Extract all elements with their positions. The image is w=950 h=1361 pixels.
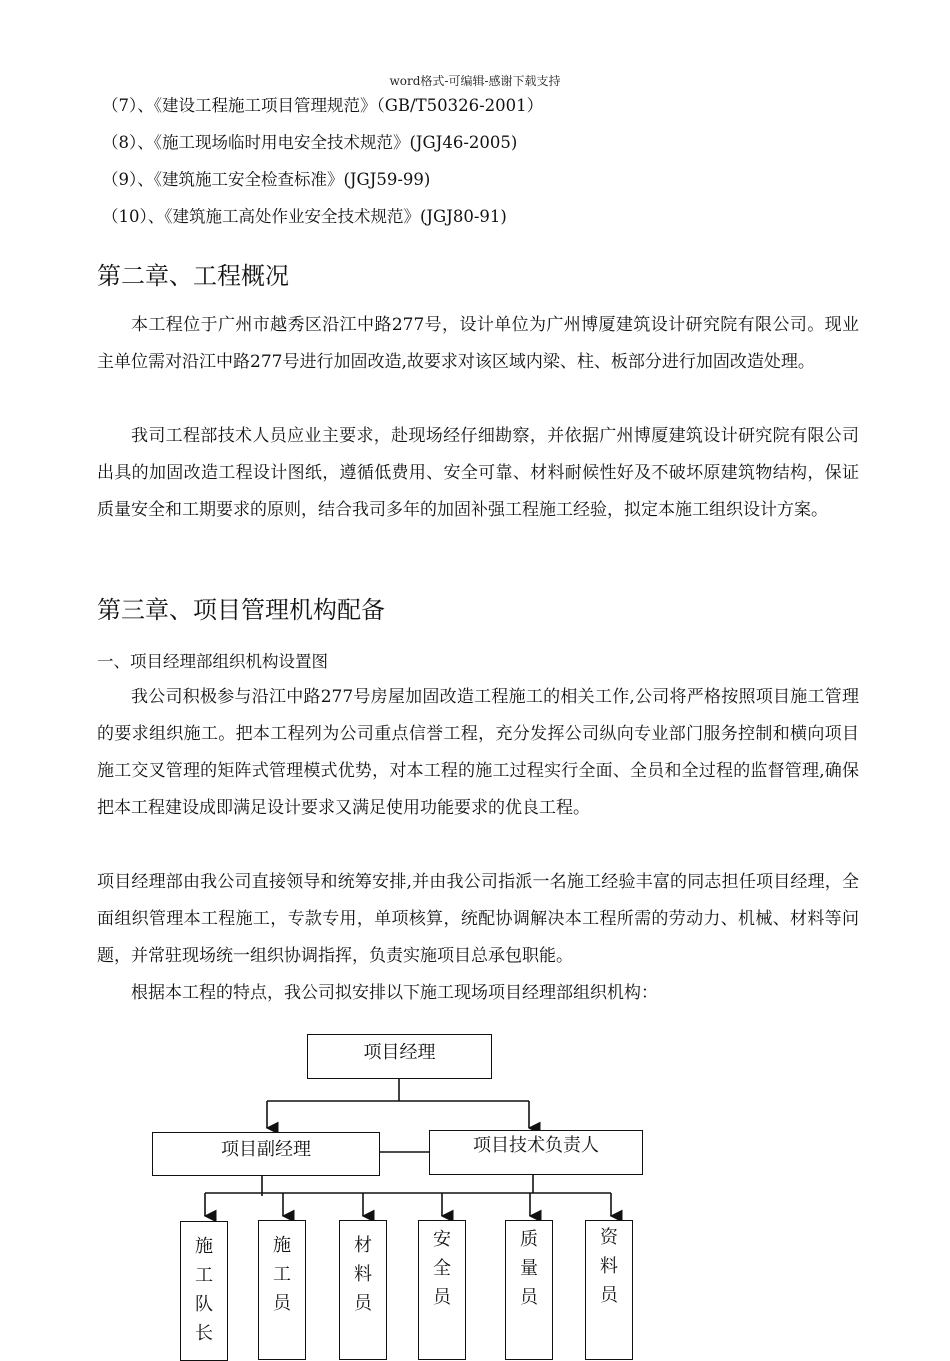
org-node-team-leader	[180, 1221, 228, 1361]
chapter-2-paragraph: 我司工程部技术人员应业主要求，赴现场经仔细勘察，并依据广州博厦建筑设计研究院有限公司出具的加固改造工程设计图纸，遵循低费用、安全可靠、材料耐候性好及不破坏原建筑物结构，保证质量安全和工期要求的原则，结合我司多年的加固补强工程施工经验，拟定本施工组织设计方案。	[97, 426, 859, 520]
org-node-quality-officer	[505, 1220, 553, 1360]
org-node-materials-officer	[339, 1220, 387, 1360]
org-node-char: 材	[354, 1235, 372, 1256]
org-node-char: 资	[600, 1227, 618, 1248]
org-node-char: 施	[195, 1236, 213, 1257]
org-node-char: 安	[433, 1229, 451, 1250]
org-node-char: 员	[433, 1287, 451, 1308]
chapter-3-title: 第三章、项目管理机构配备	[97, 596, 385, 624]
org-node-char: 员	[354, 1293, 372, 1314]
org-node-char: 料	[354, 1264, 372, 1285]
chapter-2-title: 第二章、工程概况	[97, 262, 289, 290]
reference-item: （9）、《建筑施工安全检查标准》(JGJ59-99)	[102, 170, 431, 189]
org-node-char: 员	[600, 1285, 618, 1306]
org-node-deputy-manager: 项目副经理	[152, 1132, 380, 1176]
org-node-char: 全	[433, 1258, 451, 1279]
org-node-char: 工	[273, 1264, 291, 1285]
org-node-documents-officer	[585, 1220, 633, 1360]
chapter-2-paragraph: 本工程位于广州市越秀区沿江中路277号，设计单位为广州博厦建筑设计研究院有限公司。现业主单位需对沿江中路277号进行加固改造,故要求对该区域内梁、柱、板部分进行加固改造处理。	[97, 315, 859, 372]
org-node-char: 员	[273, 1293, 291, 1314]
chapter-3-paragraph: 项目经理部由我公司直接领导和统筹安排,并由我公司指派一名施工经验丰富的同志担任项目经理，全面组织管理本工程施工，专款专用，单项核算，统配协调解决本工程所需的劳动力、机械、材料等问题，并常驻现场统一组织协调指挥，负责实施项目总承包职能。	[97, 872, 859, 966]
org-node-safety-officer	[418, 1220, 466, 1360]
org-node-char: 队	[195, 1294, 213, 1315]
org-node-char: 量	[520, 1258, 538, 1279]
section-heading: 一、项目经理部组织机构设置图	[97, 652, 328, 671]
chapter-3-paragraph: 根据本工程的特点，我公司拟安排以下施工现场项目经理部组织机构：	[131, 983, 658, 1003]
org-node-char: 施	[273, 1235, 291, 1256]
reference-item: （8）、《施工现场临时用电安全技术规范》(JGJ46-2005)	[102, 133, 518, 152]
org-node-technical-lead: 项目技术负责人	[429, 1130, 643, 1175]
org-node-char: 质	[520, 1229, 538, 1250]
reference-item: （10）、《建筑施工高处作业安全技术规范》(JGJ80-91)	[102, 207, 507, 226]
org-node-construction-worker	[258, 1220, 306, 1360]
org-node-char: 料	[600, 1256, 618, 1277]
chapter-3-paragraph: 我公司积极参与沿江中路277号房屋加固改造工程施工的相关工作,公司将严格按照项目施工管理的要求组织施工。把本工程列为公司重点信誉工程，充分发挥公司纵向专业部门服务控制和横向项目施工交叉管理的矩阵式管理模式优势，对本工程的施工过程实行全面、全员和全过程的监督管理,确保把本工程建设成即满足设计要求又满足使用功能要求的优良工程。	[97, 687, 859, 818]
reference-item: （7）、《建设工程施工项目管理规范》（GB/T50326-2001）	[102, 96, 544, 115]
org-node-project-manager: 项目经理	[307, 1034, 492, 1079]
page-header: word格式-可编辑-感谢下载支持	[389, 74, 561, 88]
org-node-char: 员	[520, 1287, 538, 1308]
org-node-char: 长	[195, 1323, 213, 1344]
org-node-char: 工	[195, 1265, 213, 1286]
